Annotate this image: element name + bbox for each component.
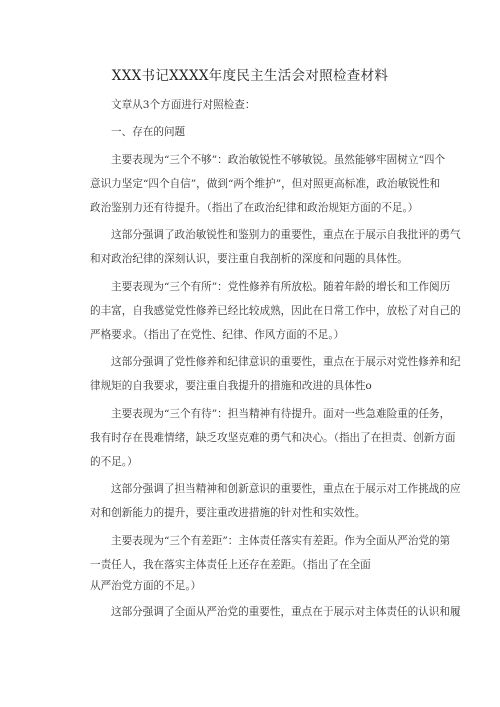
paragraph-line: 我有时存在畏难情绪，缺乏攻坚克难的勇气和决心。（指出了在担责、创新方面	[90, 432, 456, 444]
paragraph-line: 一责任人，我在落实主体责任上还存在差距。（指出了在全面	[90, 559, 371, 571]
paragraph-line: 严格要求。（指出了在党性、纪律、作风方面的不足。）	[90, 329, 345, 341]
paragraph-line: 主要表现为“三个有差距”：主体责任落实有差距。作为全面从严治党的第	[111, 535, 451, 547]
paragraph-line: 主要表现为“三个有待”：担当精神有待提升。面对一些急难险重的任务，	[111, 408, 451, 420]
paragraph-line: 从严治党方面的不足。）	[90, 580, 202, 592]
paragraph-line: 的丰富，自我感觉党性修养已经比较成熟，因此在日常工作中，放松了对自己的	[90, 305, 461, 317]
paragraph-line: 和对政治纪律的深刻认识，要注重自我剖析的深度和问题的具体性。	[90, 253, 408, 265]
paragraph-line: 对和创新能力的提升，要注重改进措施的针对性和实效性。	[90, 507, 366, 519]
document-title: XXX书记XXXX年度民主生活会对照检查材料	[111, 68, 389, 84]
paragraph-line: 这部分强调了党性修养和纪律意识的重要性，重点在于展示对党性修养和纪	[111, 356, 461, 368]
paragraph-line: 意识力坚定“四个自信”，做到“两个维护”，但对照更高标准，政治敏锐性和	[90, 178, 441, 190]
paragraph-line: 政治鉴别力还有待提升。（指出了在政治纪律和政治规矩方面的不足。）	[90, 202, 419, 214]
paragraph-line: 的不足。）	[90, 456, 138, 468]
paragraph-line: 律规矩的自我要求，要注重自我提升的措施和改进的具体性o	[90, 380, 372, 392]
paragraph-line: 这部分强调了全面从严治党的重要性，重点在于展示对主体责任的认识和履	[111, 606, 461, 618]
paragraph-line: 这部分强调了担当精神和创新意识的重要性，重点在于展示对工作挑战的应	[111, 483, 461, 495]
section-heading: 一、存在的问题	[111, 126, 186, 138]
paragraph-line: 主要表现为“三个不够”：政治敏锐性不够敏锐。虽然能够牢固树立“四个	[111, 154, 446, 166]
paragraph-line: 主要表现为“三个有所”：党性修养有所放松。随着年龄的增长和工作阅历	[111, 281, 451, 293]
paragraph-line: 这部分强调了政治敏锐性和鉴别力的重要性，重点在于展示自我批评的勇气	[111, 229, 461, 241]
intro-line: 文章从3个方面进行对照检查：	[111, 99, 256, 111]
